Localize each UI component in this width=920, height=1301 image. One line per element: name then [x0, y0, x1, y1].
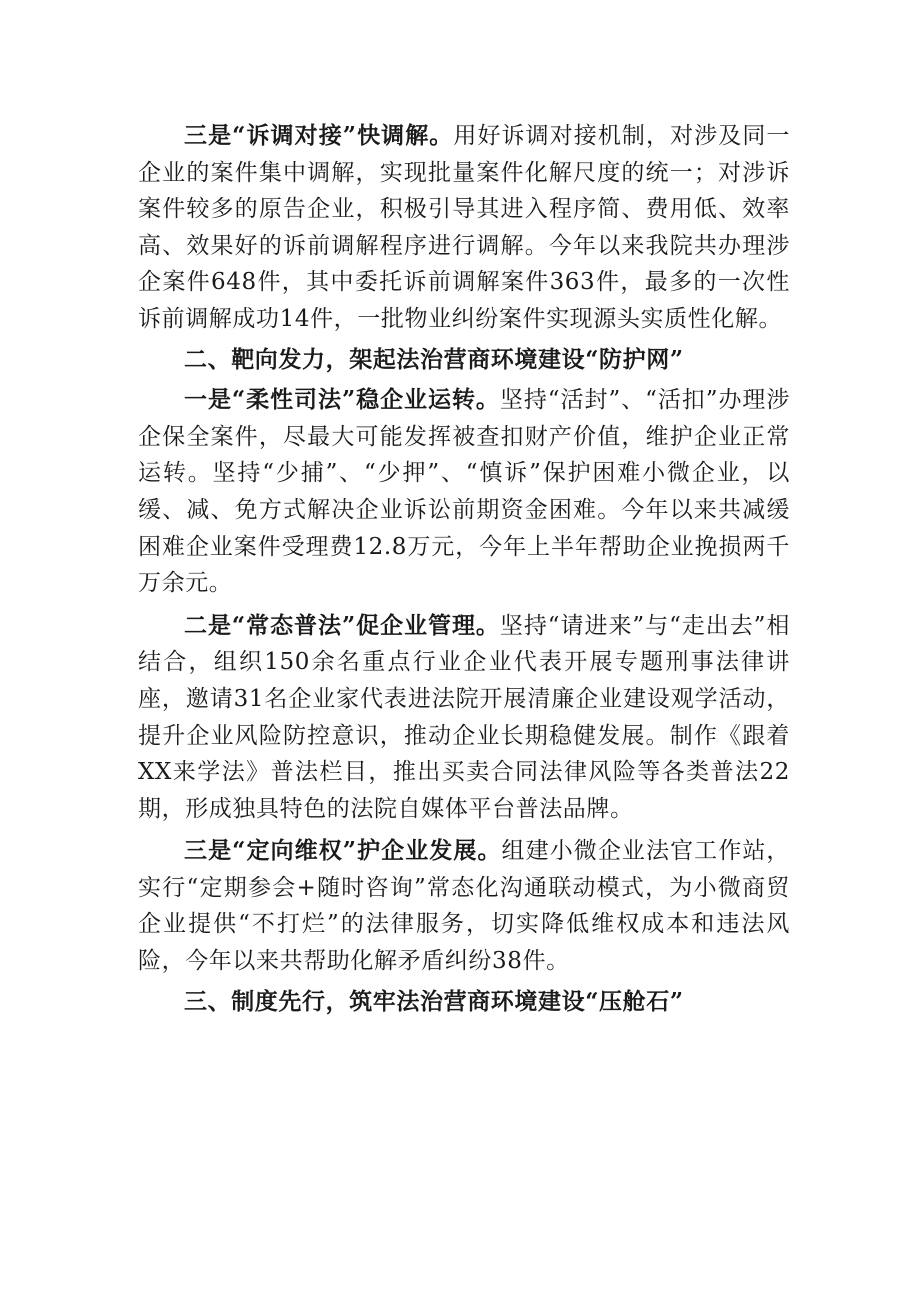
paragraph-lead: 一是“柔性司法”稳企业运转。: [184, 386, 500, 414]
paragraph-body: 组建小微企业法官工作站，实行“定期参会+随时咨询”常态化沟通联动模式，为小微商贸企业提供“不打烂”的法律服务，切实降低维权成本和违法风险，今年以来共帮助化解矛盾纠纷38件。: [138, 838, 790, 975]
paragraph-body: 坚持“活封”、“活扣”办理涉企保全案件，尽最大可能发挥被查扣财产价值，维护企业正常运转。坚持“少捕”、“少押”、“慎诉”保护困难小微企业，以缓、减、免方式解决企业诉讼前期资金困难。今年以来共减缓困难企业案件受理费12.8万元，今年上半年帮助企业挽损两千万余元。: [138, 387, 790, 597]
paragraph-lead: 三是“定向维权”护企业发展。: [184, 837, 502, 865]
paragraph-lead: 三是“诉调对接”快调解。: [184, 122, 454, 149]
paragraph-body: 用好诉调对接机制，对涉及同一企业的案件集中调解，实现批量案件化解尺度的统一；对涉诉案件较多的原告企业，积极引导其进入程序简、费用低、效率高、效果好的诉前调解程序进行调解。今年以来我院共办理涉企案件648件，其中委托诉前调解案件363件，最多的一次性诉前调解成功14件，一批物业纠纷案件实现源头实质性化解。: [138, 123, 790, 332]
paragraph-litigation-mediation: [138, 118, 790, 338]
document-page: [138, 118, 790, 1024]
paragraph-targeted-rights: [138, 833, 790, 979]
paragraph-body: 坚持“请进来”与“走出去”相结合，组织150余名重点行业企业代表开展专题刑事法律讲座，邀请31名企业家代表进法院开展清廉企业建设观学活动，提升企业风险防控意识，推动企业长期稳健发展。制作《跟着XX来学法》普法栏目，推出买卖合同法律风险等各类普法22期，形成独具特色的法院自媒体平台普法品牌。: [138, 612, 790, 822]
section-heading-3: 三、制度先行，筑牢法治营商环境建设“压舱石”: [184, 987, 684, 1015]
paragraph-legal-education: [138, 608, 790, 828]
paragraph-flexible-justice: [138, 382, 790, 602]
paragraph-lead: 二是“常态普法”促企业管理。: [184, 611, 500, 639]
section-heading-2: 二、靶向发力，架起法治营商环境建设“防护网”: [184, 345, 684, 373]
